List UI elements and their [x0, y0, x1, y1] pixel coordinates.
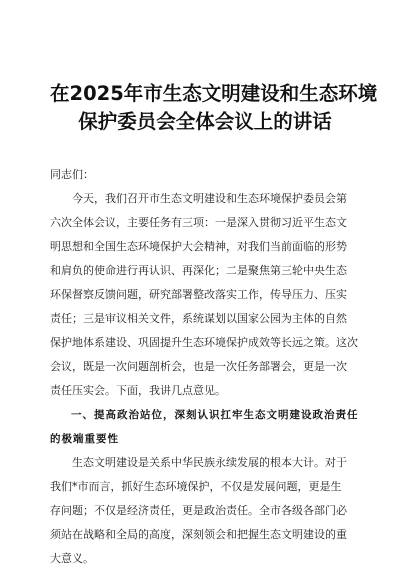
text-line: 环保督察反馈问题，研究部署整改落实工作，传导压力、压实 — [50, 288, 347, 301]
text-line: 生态文明建设是关系中华民族永续发展的根本大计。对于 — [72, 456, 347, 469]
text-line: 六次全体会议，主要任务有三项：一是深入贯彻习近平生态文 — [50, 216, 347, 229]
salutation: 同志们： — [50, 168, 94, 181]
intro-paragraph — [50, 187, 360, 403]
heading-line: 的极端重要性 — [50, 433, 119, 445]
text-line: 须站在战略和全局的高度，深刻领会和把握生态文明建设的重 — [50, 528, 347, 541]
text-line: 和肩负的使命进行再认识、再深化；二是聚焦第三轮中央生态 — [50, 264, 347, 277]
section-1-paragraph — [50, 451, 360, 571]
text-line: 会议，既是一次问题剖析会，也是一次任务部署会，更是一次 — [50, 360, 347, 373]
heading-line: 一、提高政治站位，深刻认识扛牢生态文明建设政治责任 — [71, 409, 359, 421]
text-line: 明思想和全国生态环境保护大会精神，对我们当前面临的形势 — [50, 240, 347, 253]
text-line: 我们*市而言，抓好生态环境保护，不仅是发展问题，更是生 — [50, 480, 342, 493]
text-line: 今天，我们召开市生态文明建设和生态环境保护委员会第 — [72, 192, 347, 205]
title-line-2: 保护委员会全体会议上的讲话 — [78, 110, 332, 133]
text-line: 责任；三是审议相关文件，系统谋划以国家公园为主体的自然 — [50, 312, 347, 325]
text-line: 责任压实会。下面，我讲几点意见。 — [50, 384, 226, 397]
document-body — [50, 163, 360, 571]
document-title — [50, 80, 378, 136]
section-heading-1 — [50, 403, 360, 451]
text-line: 存问题；不仅是经济责任，更是政治责任。全市各级各部门必 — [50, 504, 347, 517]
text-line: 大意义。 — [50, 552, 94, 565]
text-line: 保护地体系建设、巩固提升生态环境保护成效等长远之策。这次 — [50, 336, 358, 349]
title-line-1: 在2025年市生态文明建设和生态环境 — [50, 82, 378, 105]
